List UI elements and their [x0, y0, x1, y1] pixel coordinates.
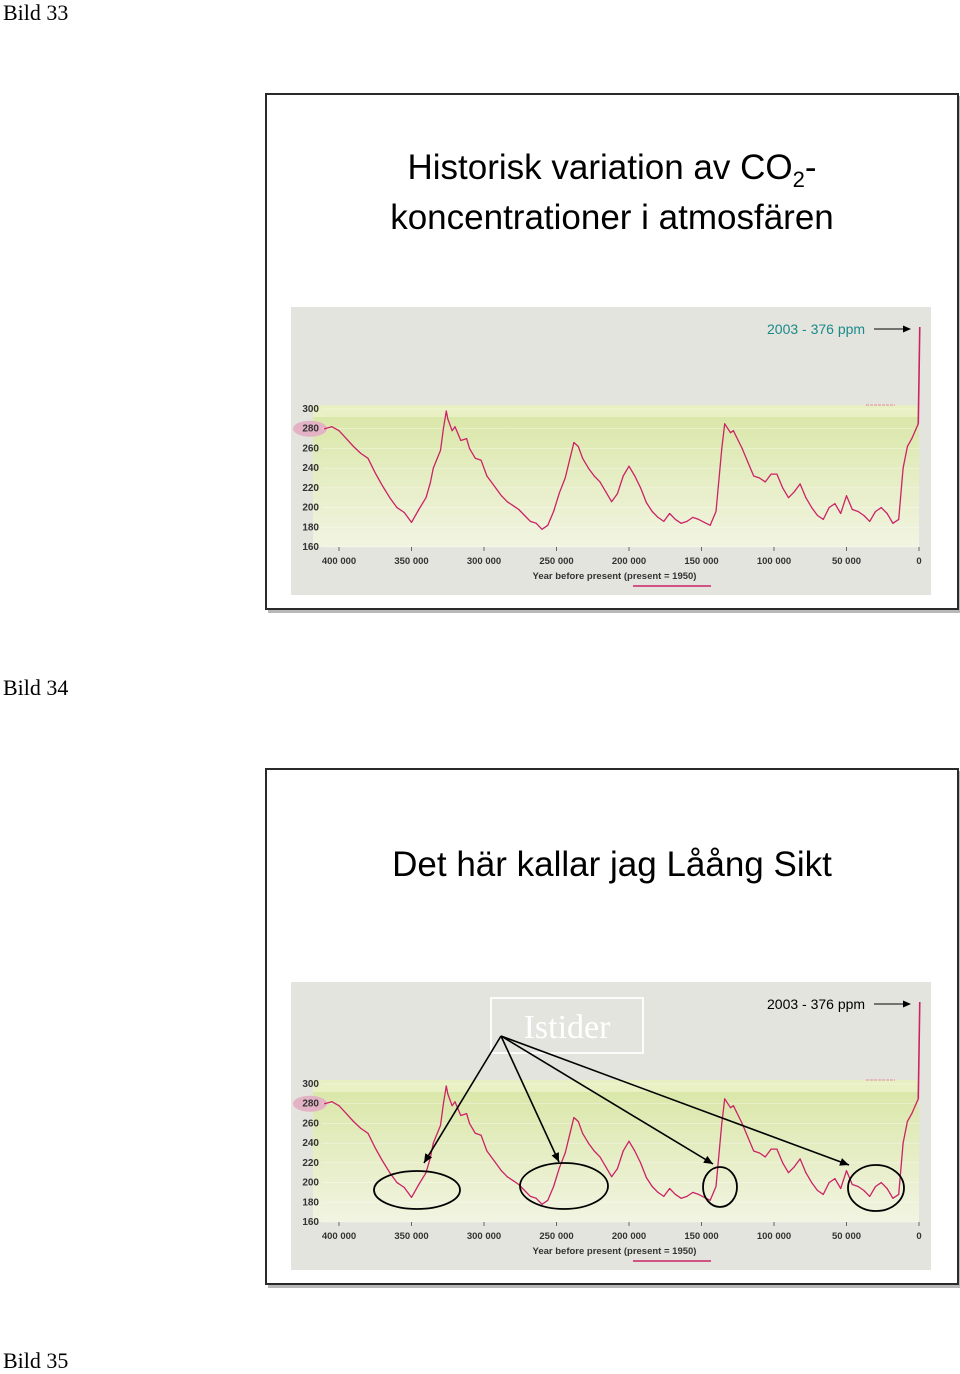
co2-data-point [346, 1113, 347, 1114]
co2-data-point [916, 1103, 917, 1104]
co2-data-point [367, 458, 368, 459]
co2-data-point [692, 517, 693, 518]
co2-data-point [404, 512, 405, 513]
co2-data-point [730, 432, 731, 433]
co2-data-point [846, 495, 847, 496]
co2-data-point [404, 1187, 405, 1188]
co2-data-point [599, 481, 600, 482]
co2-data-point [536, 1198, 537, 1199]
co2-data-point [634, 1150, 635, 1151]
y-tick-label: 240 [302, 463, 319, 475]
co2-data-point [611, 501, 612, 502]
co2-data-point [776, 474, 777, 475]
co2-data-point [805, 497, 806, 498]
co2-data-point [903, 468, 904, 469]
co2-data-point [411, 1197, 412, 1198]
co2-data-point [800, 1158, 801, 1159]
co2-data-point [582, 458, 583, 459]
co2-data-point [541, 1204, 542, 1205]
co2-data-point [715, 511, 716, 512]
co2-data-point [863, 1190, 864, 1191]
x-tick-label: 350 000 [394, 556, 429, 567]
co2-data-point [646, 502, 647, 503]
co2-data-point [588, 1143, 589, 1144]
co2-data-point [840, 1188, 841, 1189]
co2-data-point [881, 507, 882, 508]
co2-data-point [858, 511, 859, 512]
y-tick-label: 220 [302, 1157, 319, 1169]
co2-data-point [440, 450, 441, 451]
co2-data-point [389, 497, 390, 498]
co2-data-point [817, 515, 818, 516]
co2-data-point [747, 462, 748, 463]
co2-data-point [582, 1133, 583, 1134]
co2-data-point [573, 1117, 574, 1118]
co2-data-point [823, 1194, 824, 1195]
co2-data-point [454, 1101, 455, 1102]
x-tick-label: 50 000 [831, 556, 862, 567]
co2-data-point [686, 521, 687, 522]
co2-data-point [829, 507, 830, 508]
band-top-strip [313, 1080, 919, 1092]
co2-chart-2 [291, 982, 931, 1270]
co2-data-point [852, 1184, 853, 1185]
co2-data-point [710, 525, 711, 526]
x-tick-label: 250 000 [539, 1231, 574, 1242]
co2-data-point [481, 460, 482, 461]
co2-data-point [721, 448, 722, 449]
co2-data-point [811, 507, 812, 508]
band-top-strip [313, 405, 919, 417]
co2-data-point [852, 509, 853, 510]
co2-data-point [512, 505, 513, 506]
annotation-2003-text: 2003 - 376 ppm [767, 321, 866, 337]
y-tick-label: 200 [302, 1177, 319, 1189]
co2-data-point [452, 430, 453, 431]
x-tick-label: 150 000 [684, 556, 719, 567]
co2-data-point [570, 1129, 571, 1130]
co2-data-point [916, 428, 917, 429]
co2-data-point [675, 519, 676, 520]
y-tick-label: 180 [302, 522, 319, 534]
co2-data-point [794, 491, 795, 492]
co2-data-point [911, 438, 912, 439]
co2-data-point [681, 523, 682, 524]
slide-1 [265, 93, 959, 610]
co2-data-point [466, 1113, 467, 1114]
x-tick-label: 0 [916, 556, 922, 567]
y-tick-label: 240 [302, 1138, 319, 1150]
co2-data-point [346, 438, 347, 439]
co2-data-point [447, 1093, 448, 1094]
co2-data-point [640, 487, 641, 488]
x-tick-label: 100 000 [756, 1231, 792, 1242]
co2-data-point [834, 503, 835, 504]
co2-data-point [875, 511, 876, 512]
co2-data-point [331, 1101, 332, 1102]
co2-data-point [382, 1160, 383, 1161]
co2-data-point [518, 509, 519, 510]
co2-data-point [733, 430, 734, 431]
co2-data-point [501, 495, 502, 496]
co2-data-point [733, 1105, 734, 1106]
co2-data-point [782, 487, 783, 488]
co2-data-point [903, 1143, 904, 1144]
x-tick-label: 250 000 [539, 556, 574, 567]
co2-data-point [800, 483, 801, 484]
co2-data-point [724, 423, 725, 424]
x-tick-label: 350 000 [394, 1231, 429, 1242]
co2-data-point [507, 1176, 508, 1177]
y-tick-label: 160 [302, 1217, 319, 1228]
co2-data-point [425, 497, 426, 498]
co2-data-point [360, 453, 361, 454]
co2-data-point [553, 511, 554, 512]
co2-data-point [686, 1196, 687, 1197]
co2-data-point [599, 1156, 600, 1157]
co2-data-point [536, 523, 537, 524]
co2-data-point [418, 509, 419, 510]
co2-data-point [628, 1141, 629, 1142]
x-tick-label: 400 000 [321, 556, 357, 567]
co2-data-point [869, 1196, 870, 1197]
co2-data-point [623, 1150, 624, 1151]
co2-data-point [698, 519, 699, 520]
co2-data-point [747, 1137, 748, 1138]
co2-data-point [869, 521, 870, 522]
co2-data-point [481, 1135, 482, 1136]
co2-data-point [753, 1150, 754, 1151]
co2-chart-1 [291, 307, 931, 595]
green-band [313, 405, 919, 547]
co2-data-point [507, 501, 508, 502]
co2-data-point [892, 1198, 893, 1199]
y-tick-label: 160 [302, 542, 319, 553]
co2-data-point [742, 1123, 743, 1124]
co2-data-point [730, 1107, 731, 1108]
co2-data-point [875, 1186, 876, 1187]
co2-data-point [663, 521, 664, 522]
y-tick-label: 300 [302, 404, 319, 415]
co2-data-point [858, 1186, 859, 1187]
co2-data-point [460, 440, 461, 441]
x-tick-label: 100 000 [756, 556, 792, 567]
co2-data-point [530, 521, 531, 522]
co2-data-point [776, 1149, 777, 1150]
co2-data-point [704, 522, 705, 523]
co2-data-point [771, 1149, 772, 1150]
x-tick-label: 300 000 [466, 1231, 502, 1242]
co2-data-point [418, 1184, 419, 1185]
co2-data-point [640, 1162, 641, 1163]
co2-data-point [547, 525, 548, 526]
co2-data-point [553, 1186, 554, 1187]
co2-data-point [494, 1160, 495, 1161]
co2-data-point [396, 507, 397, 508]
co2-data-point [759, 477, 760, 478]
x-tick-label: 50 000 [831, 1231, 862, 1242]
co2-data-point [834, 1178, 835, 1179]
co2-data-point [452, 1105, 453, 1106]
co2-data-point [375, 473, 376, 474]
co2-data-point [501, 1170, 502, 1171]
x-tick-label: 300 000 [466, 556, 502, 567]
co2-data-point [375, 1148, 376, 1149]
x-tick-label: 0 [916, 1231, 922, 1242]
co2-data-point [907, 1121, 908, 1122]
x-axis-label: Year before present (present = 1950) [532, 1246, 697, 1257]
co2-data-point [396, 1182, 397, 1183]
co2-data-point [573, 442, 574, 443]
co2-data-point [657, 517, 658, 518]
co2-data-point [389, 1172, 390, 1173]
co2-data-point [446, 1085, 447, 1086]
co2-data-point [898, 519, 899, 520]
co2-data-point [617, 1168, 618, 1169]
y-tick-label: 280 [302, 1098, 319, 1110]
co2-data-point [433, 1143, 434, 1144]
co2-data-point [681, 1198, 682, 1199]
co2-data-point [524, 1190, 525, 1191]
co2-data-point [440, 1125, 441, 1126]
co2-data-point [765, 481, 766, 482]
co2-data-point [443, 1103, 444, 1104]
co2-data-point [446, 410, 447, 411]
page-label-33: Bild 33 [3, 0, 69, 25]
co2-data-point [721, 1123, 722, 1124]
co2-data-point [782, 1162, 783, 1163]
co2-data-point [338, 430, 339, 431]
co2-data-point [742, 448, 743, 449]
co2-data-point [475, 458, 476, 459]
co2-data-point [565, 477, 566, 478]
co2-data-point [611, 1176, 612, 1177]
co2-data-point [675, 1194, 676, 1195]
co2-data-point [652, 511, 653, 512]
co2-data-point [823, 519, 824, 520]
co2-data-point [846, 1170, 847, 1171]
co2-data-point [663, 1196, 664, 1197]
y-tick-label: 260 [302, 1118, 319, 1130]
co2-data-point [788, 1172, 789, 1173]
co2-data-point [736, 436, 737, 437]
co2-data-point [715, 1186, 716, 1187]
co2-data-point [331, 426, 332, 427]
co2-data-point [887, 513, 888, 514]
co2-data-point [475, 1133, 476, 1134]
co2-data-point [466, 438, 467, 439]
co2-data-point [669, 513, 670, 514]
co2-data-point [430, 482, 431, 483]
y-tick-label: 200 [302, 502, 319, 514]
co2-data-point [338, 1105, 339, 1106]
co2-data-point [360, 1128, 361, 1129]
co2-data-point [657, 1192, 658, 1193]
slide-2 [265, 768, 959, 1285]
co2-data-point [692, 1192, 693, 1193]
co2-data-point [578, 446, 579, 447]
co2-data-point [907, 446, 908, 447]
slide-2-title: Det här kallar jag Låång Sikt [392, 845, 832, 884]
co2-data-point [524, 515, 525, 516]
co2-data-point [911, 1113, 912, 1114]
co2-data-point [788, 497, 789, 498]
co2-data-point [411, 522, 412, 523]
co2-data-point [382, 485, 383, 486]
co2-data-point [443, 428, 444, 429]
page-label-35: Bild 35 [3, 1348, 69, 1373]
x-tick-label: 150 000 [684, 1231, 719, 1242]
co2-data-point [881, 1182, 882, 1183]
co2-data-point [710, 1200, 711, 1201]
co2-data-point [817, 1190, 818, 1191]
co2-data-point [541, 529, 542, 530]
co2-data-point [433, 468, 434, 469]
co2-data-point [892, 523, 893, 524]
co2-chart-svg [291, 982, 931, 1270]
co2-data-point [698, 1194, 699, 1195]
co2-data-point [469, 448, 470, 449]
co2-data-point [486, 1150, 487, 1151]
co2-data-point [765, 1156, 766, 1157]
co2-data-point [353, 446, 354, 447]
co2-data-point [811, 1182, 812, 1183]
co2-data-point [460, 1115, 461, 1116]
co2-data-point [759, 1152, 760, 1153]
co2-data-point [724, 1098, 725, 1099]
co2-data-point [594, 475, 595, 476]
co2-data-point [646, 1177, 647, 1178]
y-tick-label: 180 [302, 1197, 319, 1209]
co2-data-point [570, 454, 571, 455]
x-tick-label: 400 000 [321, 1231, 357, 1242]
co2-data-point [863, 515, 864, 516]
co2-data-point [588, 468, 589, 469]
co2-data-point [605, 1166, 606, 1167]
co2-data-point [887, 1188, 888, 1189]
co2-data-point [623, 475, 624, 476]
co2-data-point [324, 1103, 325, 1104]
co2-data-point [736, 1111, 737, 1112]
co2-data-point [324, 428, 325, 429]
co2-data-point [353, 1121, 354, 1122]
co2-data-point [605, 491, 606, 492]
co2-data-point [559, 492, 560, 493]
co2-data-point [771, 474, 772, 475]
istider-label: Istider [523, 1009, 611, 1046]
y-tick-label: 220 [302, 482, 319, 494]
co2-data-point [652, 1186, 653, 1187]
co2-data-point [805, 1172, 806, 1173]
annotation-2003-text: 2003 - 376 ppm [767, 996, 866, 1012]
co2-data-point [753, 475, 754, 476]
co2-data-point [565, 1152, 566, 1153]
co2-data-point [486, 475, 487, 476]
co2-data-point [578, 1121, 579, 1122]
co2-data-point [469, 1123, 470, 1124]
co2-data-point [898, 1194, 899, 1195]
co2-data-point [447, 418, 448, 419]
co2-data-point [367, 1133, 368, 1134]
co2-data-point [530, 1196, 531, 1197]
co2-data-point [840, 513, 841, 514]
x-tick-label: 200 000 [611, 556, 647, 567]
slide-1-title: Historisk variation av $CO_2-$ koncentrationer i atmosfären [390, 148, 834, 237]
co2-data-point [454, 426, 455, 427]
co2-data-point [594, 1150, 595, 1151]
co2-data-point [559, 1167, 560, 1168]
co2-data-point [829, 1182, 830, 1183]
co2-data-point [634, 475, 635, 476]
y-tick-label: 280 [302, 423, 319, 435]
co2-data-point [617, 493, 618, 494]
green-band [313, 1080, 919, 1222]
page-label-34: Bild 34 [3, 675, 69, 700]
co2-data-point [628, 466, 629, 467]
y-tick-label: 300 [302, 1079, 319, 1090]
co2-data-point [494, 485, 495, 486]
co2-data-point [794, 1166, 795, 1167]
co2-data-point [547, 1200, 548, 1201]
co2-data-point [512, 1180, 513, 1181]
co2-chart-svg [291, 307, 931, 595]
x-tick-label: 200 000 [611, 1231, 647, 1242]
co2-data-point [669, 1188, 670, 1189]
x-axis-label: Year before present (present = 1950) [532, 571, 697, 582]
y-tick-label: 260 [302, 443, 319, 455]
